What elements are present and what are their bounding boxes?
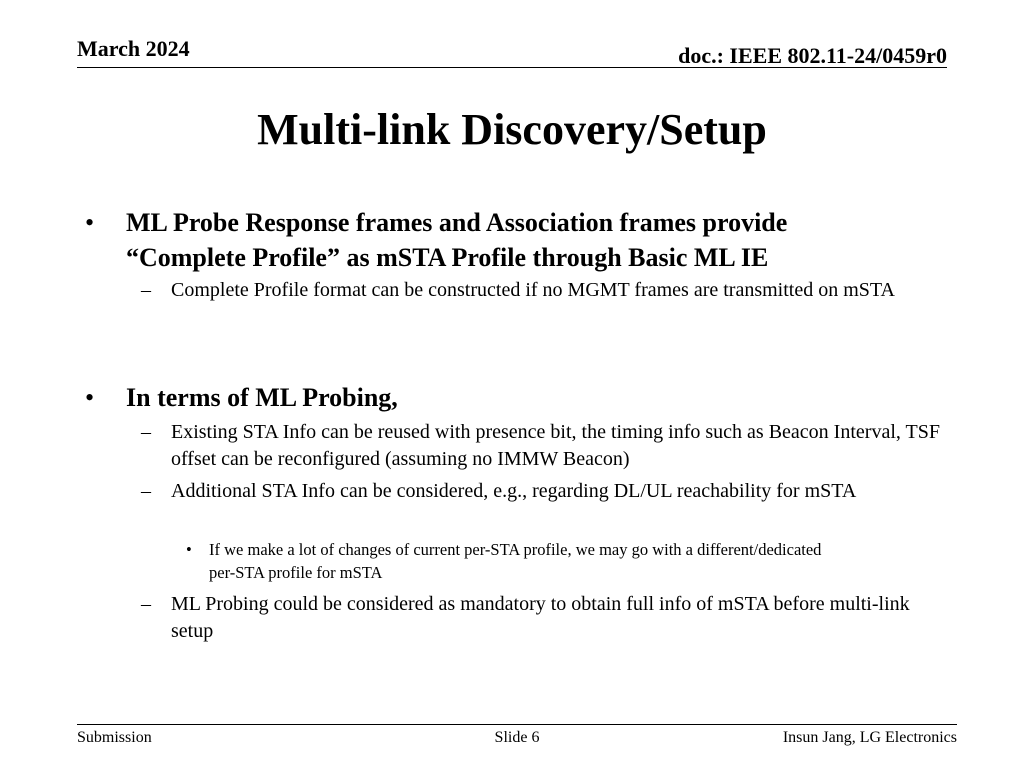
bullet-marker: •	[85, 208, 95, 237]
bullet-2: In terms of ML Probing,	[126, 383, 398, 412]
slide-title: Multi-link Discovery/Setup	[257, 105, 767, 154]
footer-divider	[77, 724, 957, 725]
bullet-2-sub-1: Existing STA Info can be reused with presence bit, the timing info such as Beacon Interval, TSF offset can be reconfigured (assuming no IMMW Beacon)	[171, 421, 940, 470]
header-divider	[77, 67, 947, 68]
footer-slide-number: Slide 6	[494, 729, 540, 746]
sub-bullet-marker: –	[141, 480, 151, 502]
sub-bullet-marker: –	[141, 421, 151, 443]
bullet-2-sub-2: Additional STA Info can be considered, e.g., regarding DL/UL reachability for mSTA	[171, 480, 857, 502]
sub-bullet-marker: –	[141, 593, 151, 615]
bullet-1-sub-1: Complete Profile format can be constructed if no MGMT frames are transmitted on mSTA	[171, 279, 895, 301]
sub-sub-bullet-marker: •	[186, 540, 192, 559]
footer-submission: Submission	[77, 729, 152, 746]
footer-author: Insun Jang, LG Electronics	[782, 729, 957, 746]
bullet-2-sub-3: ML Probing could be considered as mandatory to obtain full info of mSTA before multi-link setup	[171, 593, 910, 642]
bullet-2-sub-2-sub-1: If we make a lot of changes of current per-STA profile, we may go with a different/dedicated per-STA profile for mSTA	[209, 540, 822, 582]
sub-bullet-marker: –	[141, 279, 151, 301]
header-doc-id: doc.: IEEE 802.11-24/0459r0	[678, 43, 947, 68]
header-date: March 2024	[77, 36, 190, 61]
bullet-1: ML Probe Response frames and Association frames provide “Complete Profile” as mSTA Profile through Basic ML IE	[126, 208, 788, 272]
bullet-marker: •	[85, 383, 95, 412]
